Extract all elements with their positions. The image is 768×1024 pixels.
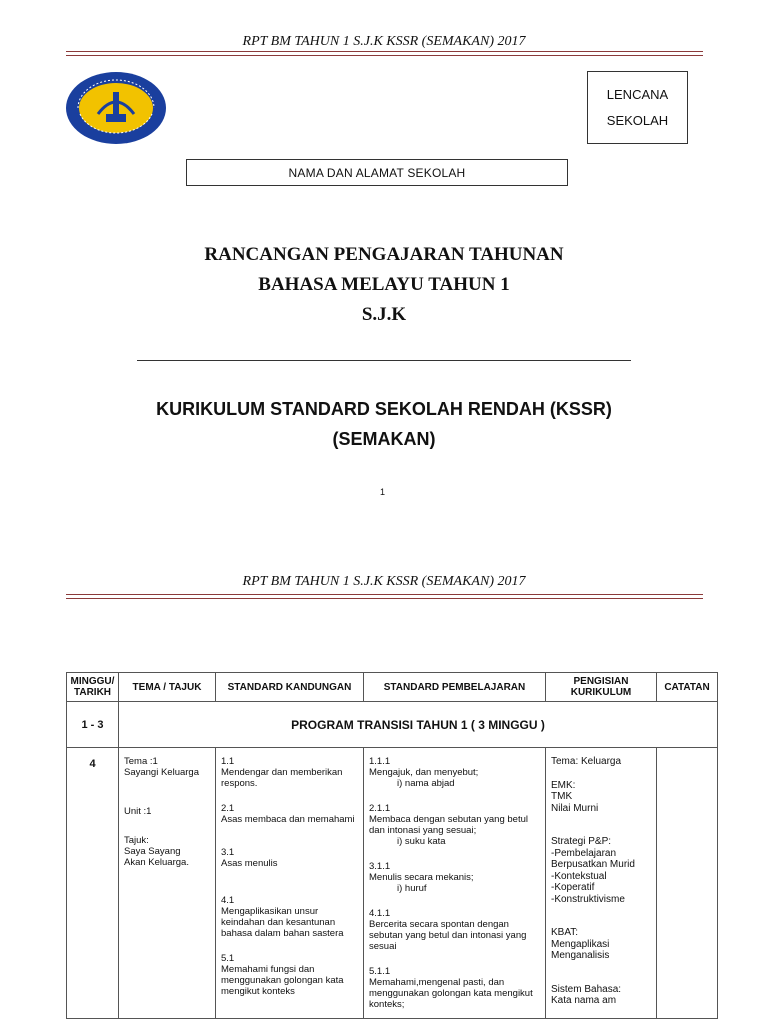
title-line-2: BAHASA MELAYU TAHUN 1 [258, 274, 510, 295]
page2-header: RPT BM TAHUN 1 S.J.K KSSR (SEMAKAN) 2017 [242, 574, 526, 589]
sk-text: Memahami fungsi dan menggunakan golongan kata mengikut konteks [221, 964, 344, 997]
sp-sub: i) huruf [397, 883, 427, 894]
title-line-1: RANCANGAN PENGAJARAN TAHUNAN [204, 244, 564, 265]
sp-code: 5.1.1 [369, 966, 391, 977]
catatan-cell [657, 748, 718, 1019]
pk-strategi-item: -Kontekstual [551, 870, 607, 882]
tajuk-line-2: Akan Keluarga. [124, 857, 189, 868]
sk-code: 2.1 [221, 803, 235, 814]
pk-sb-item: Kata nama am [551, 995, 617, 1006]
badge-line-2: SEKOLAH [606, 112, 669, 128]
sp-text: Bercerita secara spontan dengan sebutan yang betul dan intonasi yang sesuai [369, 919, 527, 952]
sk-code: 1.1 [221, 756, 235, 767]
tema-name: Sayangi Keluarga [124, 767, 199, 778]
table-row [67, 702, 718, 748]
table-header-row [67, 673, 718, 702]
pk-emk-1: TMK [551, 791, 573, 802]
sk-text: Mengaplikasikan unsur keindahan dan kesantunan bahasa dalam bahan sastera [221, 906, 344, 939]
sp-code: 2.1.1 [369, 803, 391, 814]
sp-text: Membaca dengan sebutan yang betul dan intonasi yang sesuai; [369, 814, 528, 836]
standard-kandungan-cell [216, 748, 364, 1019]
header-tema: TEMA / TAJUK [119, 673, 216, 702]
header-minggu: MINGGU/ TARIKH [67, 673, 119, 702]
sp-text: Memahami,mengenal pasti, dan menggunakan golongan kata mengikut konteks; [369, 977, 533, 1010]
header-rule [66, 51, 703, 56]
header-catatan: CATATAN [657, 673, 718, 702]
sp-code: 4.1.1 [369, 908, 391, 919]
header-pengisian-kurikulum: PENGISIAN KURIKULUM [546, 673, 657, 702]
pk-kbat-item: Mengaplikasi [551, 938, 610, 950]
page2-header-rule [66, 594, 703, 599]
sk-code: 3.1 [221, 847, 235, 858]
kssr-line-2: (SEMAKAN) [332, 429, 436, 449]
tema-tajuk-cell [119, 748, 216, 1019]
sk-text: Asas menulis [221, 858, 278, 869]
page-number: 1 [380, 487, 386, 497]
header-standard-pembelajaran: STANDARD PEMBELAJARAN [364, 673, 546, 702]
pk-kbat-label: KBAT: [551, 927, 579, 938]
table-row [67, 748, 718, 1019]
kssr-line-1: KURIKULUM STANDARD SEKOLAH RENDAH (KSSR) [156, 399, 612, 419]
pk-strategi-item: -Pembelajaran Berpusatkan Murid [551, 847, 635, 870]
sp-text: Mengajuk, dan menyebut; [369, 767, 479, 778]
page-header: RPT BM TAHUN 1 S.J.K KSSR (SEMAKAN) 2017 [242, 34, 526, 49]
pk-kbat-item: Menganalisis [551, 950, 610, 961]
program-transisi-cell: PROGRAM TRANSISI TAHUN 1 ( 3 MINGGU ) [119, 702, 718, 748]
unit-line: Unit :1 [124, 806, 152, 817]
tajuk-label: Tajuk: [124, 835, 149, 846]
school-name-box [186, 159, 568, 186]
badge-line-1: LENCANA [606, 86, 669, 102]
title-line-3: S.J.K [361, 304, 407, 325]
standard-pembelajaran-cell [364, 748, 546, 1019]
sp-sub: i) suku kata [397, 836, 446, 847]
pk-tema: Tema: Keluarga [551, 756, 622, 767]
pk-strategi-label: Strategi P&P: [551, 836, 612, 847]
sk-text: Asas membaca dan memahami [221, 814, 355, 825]
pk-strategi-item: -Koperatif [551, 882, 595, 893]
sp-code: 3.1.1 [369, 861, 391, 872]
school-badge-placeholder [587, 71, 688, 144]
sk-text: Mendengar dan memberikan respons. [221, 767, 343, 789]
pk-strategi-item: -Konstruktivisme [551, 893, 625, 905]
sk-code: 5.1 [221, 953, 235, 964]
rpt-table [66, 672, 718, 1019]
week-cell: 1 - 3 [67, 702, 119, 748]
header-standard-kandungan: STANDARD KANDUNGAN [216, 673, 364, 702]
week-cell: 4 [67, 748, 119, 1019]
pk-emk-label: EMK: [551, 779, 576, 791]
title-divider [137, 360, 631, 361]
pengisian-kurikulum-cell [546, 748, 657, 1019]
pk-sb-label: Sistem Bahasa: [551, 983, 622, 995]
sp-sub: i) nama abjad [397, 778, 455, 789]
sp-code: 1.1.1 [369, 756, 391, 767]
pk-emk-2: Nilai Murni [551, 802, 599, 814]
school-name-label: NAMA DAN ALAMAT SEKOLAH [288, 165, 466, 180]
sk-code: 4.1 [221, 895, 235, 906]
tajuk-line-1: Saya Sayang [124, 846, 181, 857]
sp-text: Menulis secara mekanis; [369, 872, 474, 883]
jabatan-pendidikan-emblem-icon [64, 70, 168, 146]
tema-line: Tema :1 [124, 756, 158, 767]
